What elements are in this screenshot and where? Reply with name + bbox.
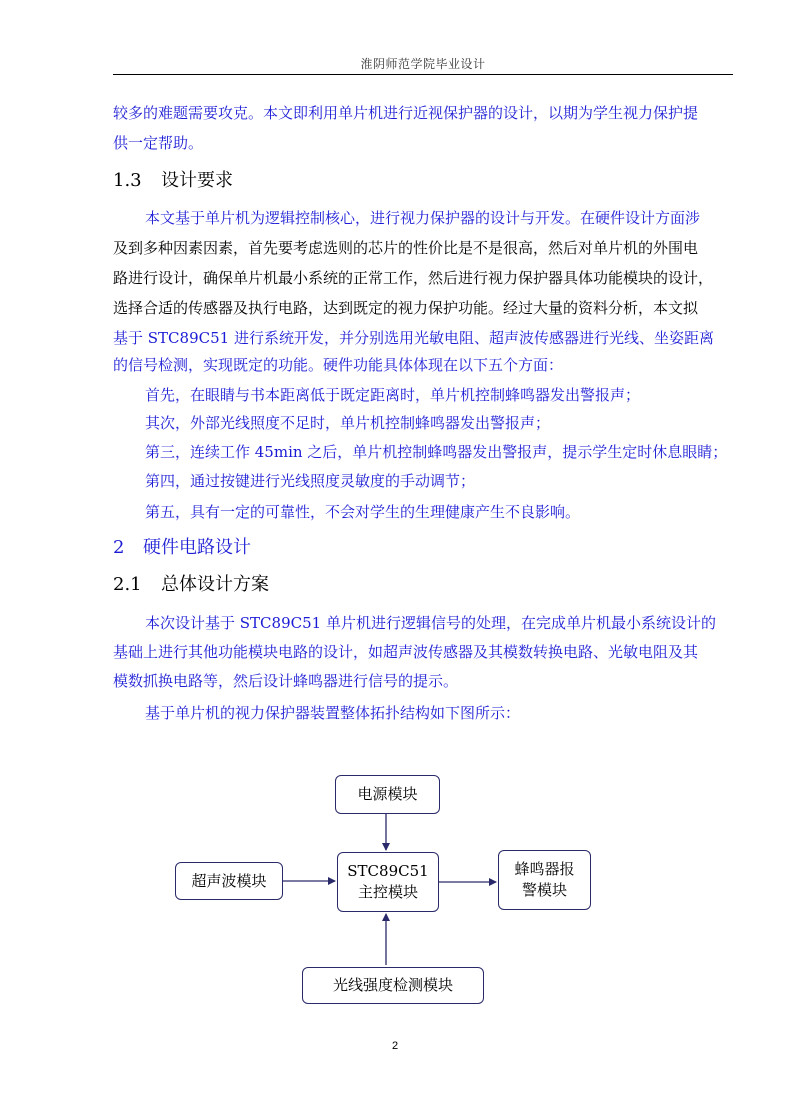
item-2: 其次，外部光线照度不足时，单片机控制蜂鸣器发出警报声； (145, 414, 551, 432)
mcu-module-label-2: 主控模块 (357, 883, 418, 901)
intro-line-2: 供一定帮助。 (113, 134, 204, 152)
buzzer-module-label-1: 蜂鸣器报 (514, 860, 575, 878)
topology-intro: 基于单片机的视力保护器装置整体拓扑结构如下图所示： (145, 704, 521, 722)
req-line-2: 及到多种因素因素，首先要考虑选则的芯片的性价比是不是很高，然后对单片机的外围电 (113, 239, 699, 257)
section-title: 硬件电路设计 (143, 537, 251, 558)
plan-line-1: 本次设计基于 STC89C51 单片机进行逻辑信号的处理，在完成单片机最小系统设计的 (145, 614, 716, 632)
ultrasonic-module-box (175, 862, 283, 900)
plan-line-2: 基础上进行其他功能模块电路的设计，如超声波传感器及其模数转换电路、光敏电阻及其 (113, 643, 699, 661)
buzzer-module-box (498, 850, 591, 910)
req-line-6: 的信号检测，实现既定的功能。硬件功能具体体现在以下五个方面： (113, 356, 564, 374)
mcu-module-box (337, 852, 439, 912)
power-module-label: 电源模块 (357, 785, 418, 803)
page-header-title: 淮阴师范学院毕业设计 (360, 57, 486, 71)
req-line-1: 本文基于单片机为逻辑控制核心，进行视力保护器的设计与开发。在硬件设计方面涉 (145, 209, 701, 227)
section-title: 总体设计方案 (161, 574, 269, 595)
buzzer-module-label-2: 警模块 (521, 881, 567, 899)
req-line-4: 选择合适的传感器及执行电路，达到既定的视力保护功能。经过大量的资料分析，本文拟 (113, 299, 699, 317)
page-number: 2 (391, 1040, 399, 1052)
plan-line-3: 模数抓换电路等，然后设计蜂鸣器进行信号的提示。 (113, 672, 459, 690)
item-5: 第五，具有一定的可靠性，不会对学生的生理健康产生不良影响。 (145, 503, 581, 521)
section-number: 1.3 (113, 170, 142, 191)
item-1: 首先，在眼睛与书本距离低于既定距离时，单片机控制蜂鸣器发出警报声； (145, 386, 641, 404)
mcu-module-label-1: STC89C51 (347, 862, 429, 880)
light-detect-module-label: 光线强度检测模块 (332, 976, 453, 994)
section-number: 2 (113, 537, 125, 558)
intro-line-1: 较多的难题需要攻克。本文即利用单片机进行近视保护器的设计，以期为学生视力保护提 (113, 104, 699, 122)
ultrasonic-module-label: 超声波模块 (191, 871, 267, 890)
light-detect-module-box (302, 967, 484, 1004)
power-module-box (335, 775, 440, 814)
section-title: 设计要求 (161, 170, 233, 191)
req-line-5: 基于 STC89C51 进行系统开发，并分别选用光敏电阻、超声波传感器进行光线、坐姿距离 (113, 329, 714, 347)
item-3: 第三，连续工作 45min 之后，单片机控制蜂鸣器发出警报声，提示学生定时休息眼睛； (145, 443, 728, 461)
section-number: 2.1 (113, 574, 142, 595)
item-4: 第四，通过按键进行光线照度灵敏度的手动调节； (145, 472, 476, 490)
req-line-3: 路进行设计，确保单片机最小系统的正常工作，然后进行视力保护器具体功能模块的设计， (113, 269, 714, 287)
